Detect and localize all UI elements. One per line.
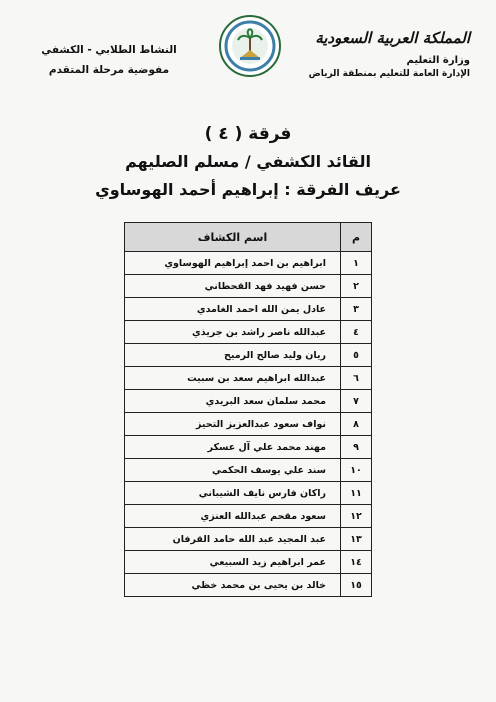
table-row [125, 252, 372, 275]
row-num: ٨ [341, 413, 372, 436]
table-row [125, 505, 372, 528]
row-name: ابراهيم بن احمد إبراهيم الهوساوي [125, 252, 341, 275]
row-name: خالد بن يحيى بن محمد خظي [125, 574, 341, 597]
row-num: ١٢ [341, 505, 372, 528]
row-num: ٣ [341, 298, 372, 321]
row-name: عبد المجيد عبد الله حامد القرفان [125, 528, 341, 551]
row-num: ٥ [341, 344, 372, 367]
table-row [125, 367, 372, 390]
row-num: ١٥ [341, 574, 372, 597]
table-row [125, 551, 372, 574]
table-header-row [125, 223, 372, 252]
row-name: نواف سعود عبدالعزيز التحيز [125, 413, 341, 436]
activity-header [14, 40, 204, 80]
row-name: محمد سلمان سعد البريدي [125, 390, 341, 413]
leader-title: القائد الكشفي / مسلم الصليهم [125, 152, 371, 171]
ministry-header [280, 28, 470, 81]
activity-label: النشاط الطلابي - الكشفي [41, 44, 177, 56]
row-name: عبدالله ابراهيم سعد بن سبيت [125, 367, 341, 390]
administration-name: الإدارة العامة للتعليم بمنطقة الرياض [308, 69, 470, 79]
row-name: سعود مقحم عبدالله العنزي [125, 505, 341, 528]
ministry-name: وزارة التعليم [406, 55, 470, 66]
row-num: ٤ [341, 321, 372, 344]
row-name: راكان فارس نايف الشيباني [125, 482, 341, 505]
table-row [125, 390, 372, 413]
ministry-logo [218, 14, 282, 78]
row-num: ١٣ [341, 528, 372, 551]
table-row [125, 321, 372, 344]
troop-title: فرقة ( ٤ ) [204, 124, 292, 144]
captain-title: عريف الفرقة : إبراهيم أحمد الهوساوي [95, 180, 401, 199]
row-name: حسن فهيد فهد القحطاني [125, 275, 341, 298]
header-name: اسم الكشاف [125, 223, 341, 252]
row-name: مهند محمد علي آل عسكر [125, 436, 341, 459]
row-name: عمر ابراهيم زيد السبيعي [125, 551, 341, 574]
table-row [125, 528, 372, 551]
table-row [125, 436, 372, 459]
table-row [125, 482, 372, 505]
header-num: م [341, 223, 372, 252]
table-row [125, 459, 372, 482]
table-row [125, 574, 372, 597]
row-num: ٧ [341, 390, 372, 413]
row-num: ٦ [341, 367, 372, 390]
kingdom-name: المملكة العربية السعودية [315, 29, 470, 47]
row-num: ٩ [341, 436, 372, 459]
scouts-table [124, 222, 372, 597]
table-row [125, 298, 372, 321]
row-name: عبدالله ناصر راشد بن جريذي [125, 321, 341, 344]
row-num: ١١ [341, 482, 372, 505]
table-row [125, 413, 372, 436]
row-name: عادل يمن الله احمد الغامدي [125, 298, 341, 321]
row-name: ريان وليد صالح الرميح [125, 344, 341, 367]
row-num: ١٠ [341, 459, 372, 482]
table-row [125, 275, 372, 298]
stage-label: مفوضية مرحلة المتقدم [48, 64, 170, 76]
row-name: سند علي يوسف الحكمي [125, 459, 341, 482]
row-num: ١ [341, 252, 372, 275]
table-row [125, 344, 372, 367]
row-num: ١٤ [341, 551, 372, 574]
row-num: ٢ [341, 275, 372, 298]
